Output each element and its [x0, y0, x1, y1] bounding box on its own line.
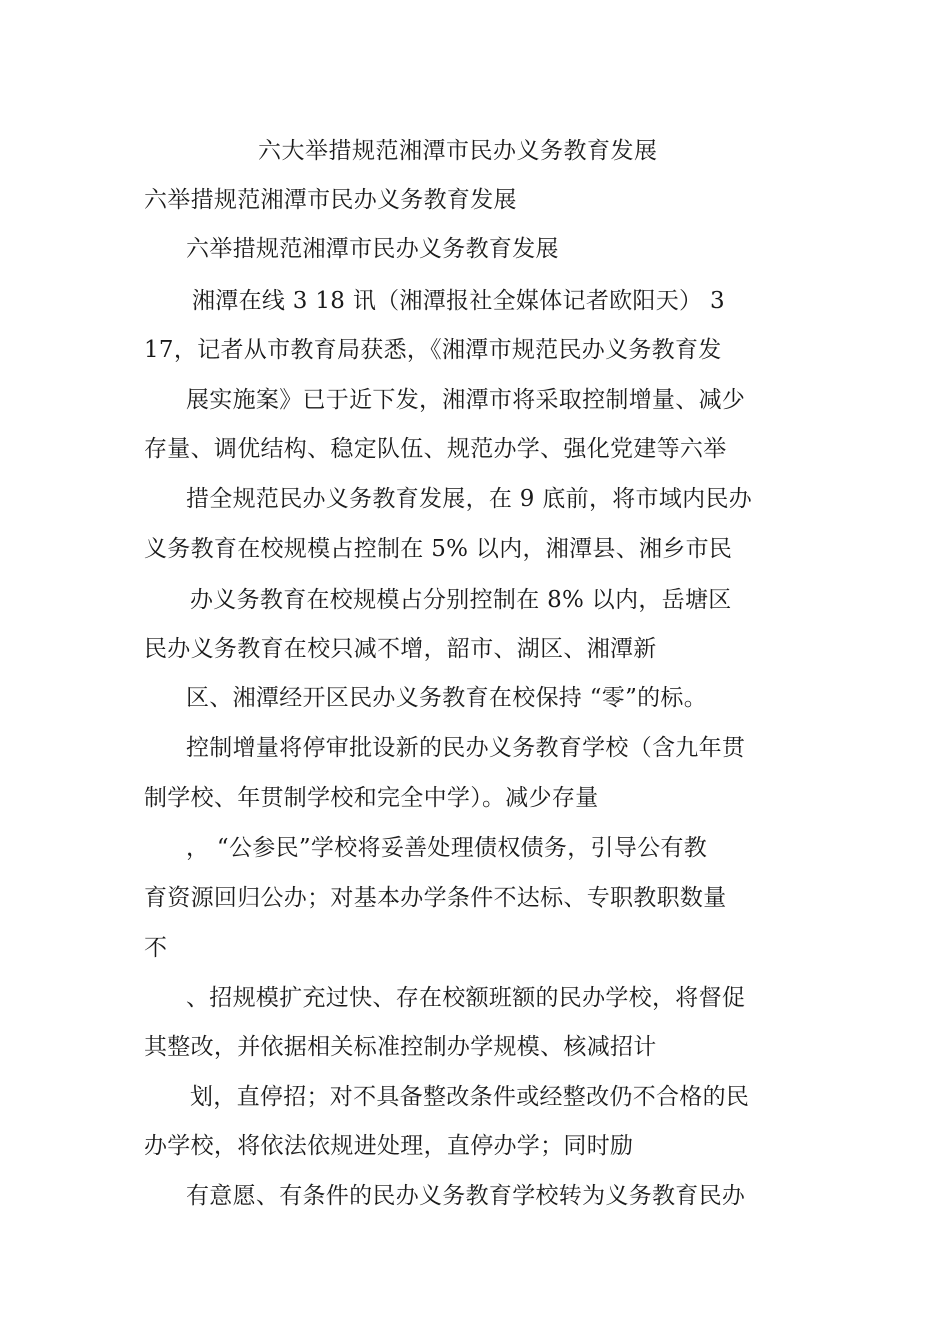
text-line: 义务教育在校规模占控制在 5% 以内，湘潭县、湘乡市民	[144, 536, 733, 562]
text-line: 制学校、年贯制学校和完全中学）。减少存量	[144, 785, 599, 811]
text-line: 六举措规范湘潭市民办义务教育发展	[186, 236, 559, 262]
text-line: 措全规范民办义务教育发展，在 9 底前，将市域内民办	[186, 486, 753, 512]
text-line: 区、湘潭经开区民办义务教育在校保持 “零”的标。	[186, 685, 708, 711]
text-line: 民办义务教育在校只减不增，韶市、湖区、湘潭新	[144, 636, 657, 662]
text-line: ， “公参民”学校将妥善处理债权债务，引导公有教	[186, 835, 708, 861]
document-title: 六大举措规范湘潭市民办义务教育发展	[258, 138, 658, 164]
text-line: 办学校，将依法依规进处理，直停办学；同时励	[144, 1133, 634, 1159]
text-line: 育资源回归公办；对基本办学条件不达标、专职教职数量	[144, 885, 727, 911]
text-line: 17，记者从市教育局获悉，《湘潭市规范民办义务教育发	[144, 337, 722, 363]
text-line: 其整改，并依据相关标准控制办学规模、核减招计	[144, 1034, 657, 1060]
text-line: 有意愿、有条件的民办义务教育学校转为义务教育民办	[186, 1183, 746, 1209]
text-line: 划，直停招；对不具备整改条件或经整改仍不合格的民	[190, 1084, 750, 1110]
text-line: 存量、调优结构、稳定队伍、规范办学、强化党建等六举	[144, 436, 727, 462]
text-line: 办义务教育在校规模占分别控制在 8% 以内，岳塘区	[190, 587, 732, 613]
text-line: 六举措规范湘潭市民办义务教育发展	[144, 187, 517, 213]
text-line: 、招规模扩充过快、存在校额班额的民办学校，将督促	[186, 985, 746, 1011]
text-line: 控制增量将停审批设新的民办义务教育学校（含九年贯	[186, 735, 746, 761]
text-line: 展实施案》已于近下发，湘潭市将采取控制增量、减少	[186, 387, 746, 413]
text-line: 湘潭在线 3 18 讯（湘潭报社全媒体记者欧阳天） 3	[192, 288, 725, 314]
text-line: 不	[144, 935, 168, 961]
